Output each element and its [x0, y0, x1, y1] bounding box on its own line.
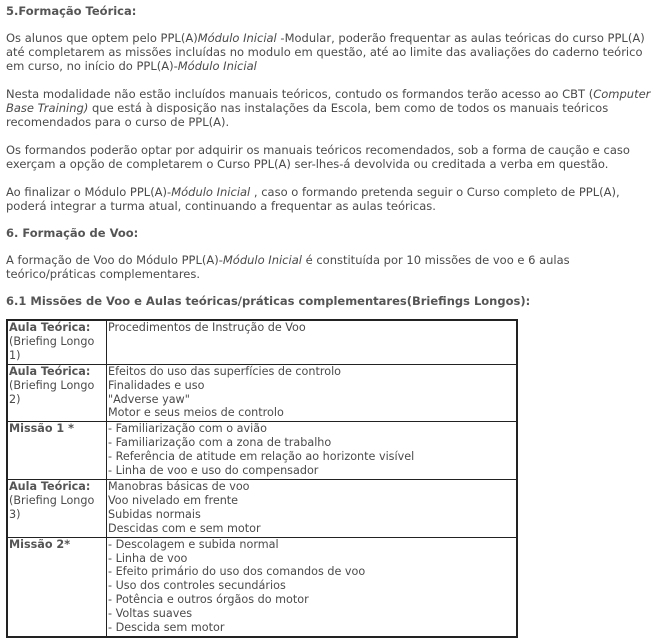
row-item: - Uso dos controles secundários — [108, 579, 286, 593]
row-content-cell — [107, 422, 518, 480]
row-content-cell — [107, 479, 518, 537]
row-item: - Familiarização com a zona de trabalho — [108, 436, 332, 450]
missions-table — [6, 319, 518, 638]
text: Ao finalizar o Módulo PPL(A)- — [6, 185, 172, 199]
table-row — [7, 320, 517, 364]
section-5-paragraph-3: Os formandos poderão optar por adquirir os manuais teóricos recomendados, sob a forma de caução e caso exerçam a opção de completarem o Curso PPL(A) ser-lhes-á devolvida ou creditada a verba em questão. — [6, 143, 630, 171]
table-row — [7, 364, 517, 422]
row-label-cell — [7, 537, 107, 637]
section-5-title: 5.Formação Teórica: — [6, 4, 137, 18]
row-item: Voo nivelado em frente — [108, 493, 239, 507]
row-sublabel: (Briefing Longo 1) — [9, 334, 95, 362]
emphasis: Módulo Inicial — [177, 59, 257, 73]
section-6-title: 6. Formação de Voo: — [6, 226, 139, 240]
section-6-1-title: 6.1 Missões de Voo e Aulas teóricas/práticas complementares(Briefings Longos): — [6, 294, 531, 308]
row-label-cell — [7, 320, 107, 364]
section-5-paragraph-1 — [6, 31, 656, 73]
content — [6, 0, 656, 638]
table-row — [7, 422, 517, 480]
row-item: - Descida sem motor — [108, 621, 225, 635]
row-sublabel: (Briefing Longo 3) — [9, 493, 95, 521]
text: é constituída por 10 missões de voo e 6 aulas teórico/práticas complementares. — [6, 253, 570, 281]
row-item: - Linha de voo e uso do compensador — [108, 464, 319, 478]
row-item: Motor e seus meios de controlo — [108, 406, 284, 420]
row-item: Subidas normais — [108, 507, 201, 521]
section-6-paragraph-1 — [6, 253, 656, 281]
text: que está à disposição nas instalações da Escola, bem como de todos os manuais teóricos recomendados para o curso de PPL(A). — [6, 101, 609, 129]
row-label: Missão 1 * — [9, 422, 74, 436]
row-item: Finalidades e uso — [108, 378, 205, 392]
text: Nesta modalidade não estão incluídos manuais teóricos, contudo os formandos terão acesso ao CBT ( — [6, 87, 594, 101]
row-item: Efeitos do uso das superfícies de controlo — [108, 364, 342, 378]
row-item: - Potência e outros órgãos do motor — [108, 593, 309, 607]
row-item: Descidas com e sem motor — [108, 521, 261, 535]
emphasis: Módulo Inicial — [197, 31, 277, 45]
row-label-cell — [7, 364, 107, 422]
row-label-cell — [7, 422, 107, 480]
row-label: Missão 2* — [9, 537, 71, 551]
row-item: Procedimentos de Instrução de Voo — [108, 321, 306, 334]
row-item: - Linha de voo — [108, 551, 188, 565]
table-row — [7, 537, 517, 637]
row-label: Aula Teórica: — [9, 364, 91, 378]
row-sublabel: (Briefing Longo 2) — [9, 378, 95, 406]
row-item: - Voltas suaves — [108, 607, 193, 621]
missions-table-body — [7, 320, 517, 637]
row-label: Aula Teórica: — [9, 479, 91, 493]
row-content-cell — [107, 320, 518, 364]
row-content-cell — [107, 364, 518, 422]
row-item: - Descolagem e subida normal — [108, 537, 279, 551]
section-5-paragraph-2 — [6, 87, 656, 129]
row-label: Aula Teórica: — [9, 321, 91, 334]
row-item: - Familiarização com o avião — [108, 422, 267, 436]
row-item: - Efeito primário do uso dos comandos de voo — [108, 565, 366, 579]
section-5-paragraph-4 — [6, 185, 656, 213]
text: A formação de Voo do Módulo PPL(A)- — [6, 253, 223, 267]
row-label-cell — [7, 479, 107, 537]
text: -Modular, poderão frequentar as aulas teóricas do curso PPL(A) até completarem as missões incluídas no modulo em questão, até ao limite das avaliações do caderno teórico em curso, no início do PPL(A)- — [6, 31, 645, 73]
table-row — [7, 479, 517, 537]
text: , caso o formando pretenda seguir o Curso completo de PPL(A), poderá integrar a turma atual, continuando a frequentar as aulas teóricas. — [6, 185, 620, 213]
row-content-cell — [107, 537, 518, 637]
text: Os alunos que optem pelo PPL(A) — [6, 31, 198, 45]
row-item: - Referência de atitude em relação ao horizonte visível — [108, 450, 415, 464]
emphasis: Módulo Inicial — [171, 185, 251, 199]
emphasis: Computer Base Training) — [6, 87, 651, 115]
row-item: Manobras básicas de voo — [108, 479, 250, 493]
emphasis: Módulo Inicial — [222, 253, 302, 267]
row-item: "Adverse yaw" — [108, 392, 190, 406]
